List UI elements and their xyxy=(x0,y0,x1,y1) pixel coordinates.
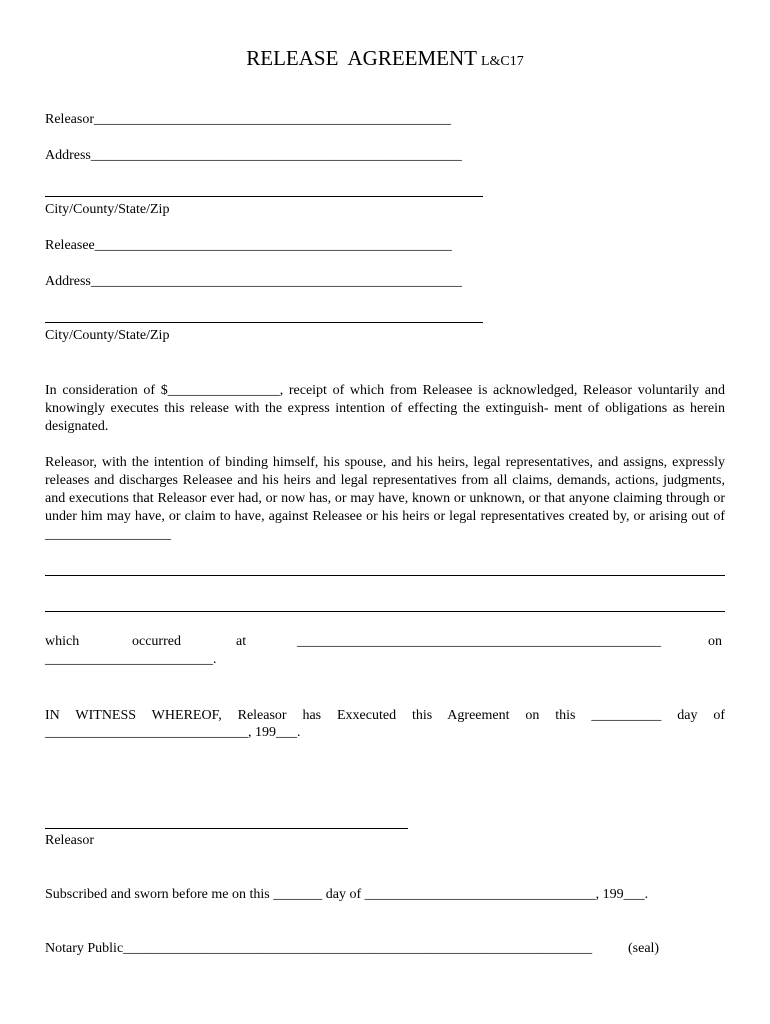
releasee-address-field[interactable]: Address_____________________________________________________ xyxy=(45,274,462,289)
releasor-signature-line[interactable] xyxy=(45,828,408,829)
releasor-city-blank[interactable] xyxy=(45,196,483,197)
occurred-location-blank[interactable]: ____________________________________________________ xyxy=(297,634,661,649)
witness-line-2[interactable]: _____________________________, 199___. xyxy=(45,725,301,740)
releasee-city-label: City/County/State/Zip xyxy=(45,328,170,343)
claim-description-line-2[interactable] xyxy=(45,611,725,612)
seal-label: (seal) xyxy=(628,941,660,956)
consideration-paragraph: In consideration of $________________, receipt of which from Releasee is acknowledged, Releasor voluntarily and knowingly executes this release with the express intention of effecting the extinguish- ment of obligations as herein designated. xyxy=(45,383,725,434)
occurred-date-blank[interactable]: ________________________. xyxy=(45,652,217,667)
occurred-on: on xyxy=(708,634,722,649)
title-text: RELEASE AGREEMENT xyxy=(246,46,477,70)
witness-line-1: IN WITNESS WHEREOF, Releasor has Exxecuted this Agreement on this __________ day of xyxy=(45,708,725,723)
occurred-at: at xyxy=(236,634,247,649)
releasor-field[interactable]: Releasor___________________________________________________ xyxy=(45,112,451,127)
form-code: L&C17 xyxy=(480,54,524,69)
occurred-word: occurred xyxy=(132,634,181,649)
release-clause-paragraph: Releasor, with the intention of binding himself, his spouse, and his heirs, legal representatives, and assigns, expressly releases and discharges Releasee and his heirs and legal representatives from all claims, demands, actions, judgments, and executions that Releasor ever had, or now has, or may have, known or unknown, or that anyone claiming through or under him may have, or claim to have, against Releasee or his heirs or legal representatives created by, or arising out of __________________ xyxy=(45,455,725,542)
releasor-city-label: City/County/State/Zip xyxy=(45,202,170,217)
document-title xyxy=(0,46,770,71)
releasor-signature-label: Releasor xyxy=(45,833,94,848)
claim-description-line-1[interactable] xyxy=(45,575,725,576)
releasee-field[interactable]: Releasee___________________________________________________ xyxy=(45,238,452,253)
releasee-city-blank[interactable] xyxy=(45,322,483,323)
subscribed-line[interactable]: Subscribed and sworn before me on this _______ day of _________________________________, 199___. xyxy=(45,887,649,902)
occurred-which: which xyxy=(45,634,80,649)
releasor-address-field[interactable]: Address_____________________________________________________ xyxy=(45,148,462,163)
notary-public-line[interactable]: Notary Public___________________________________________________________________ xyxy=(45,941,593,956)
